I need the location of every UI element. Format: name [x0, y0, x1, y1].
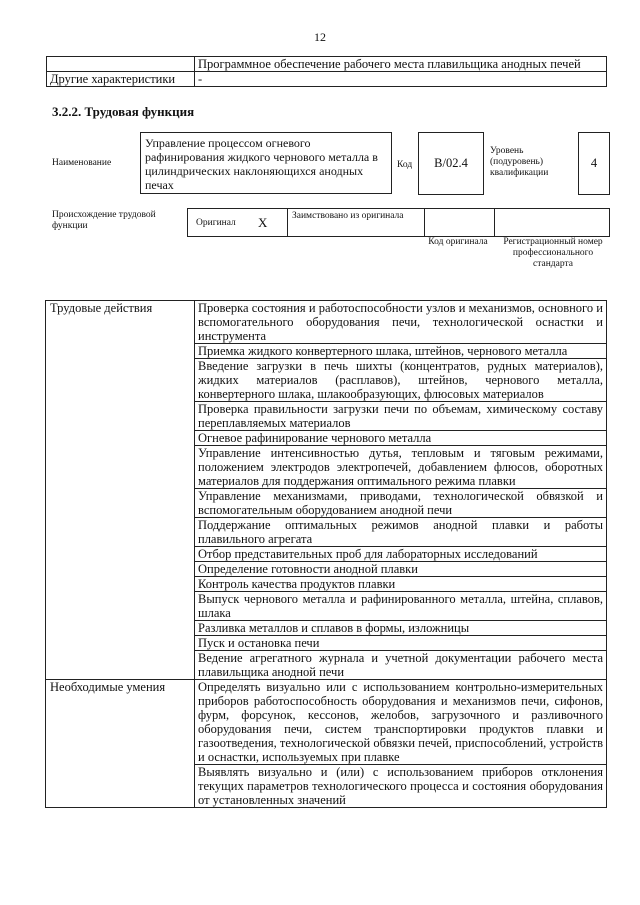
list-item: Отбор представительных проб для лабораторных исследований — [195, 547, 607, 562]
list-item: Управление интенсивностью дутья, тепловым и тяговым режимами, положением электродов электропечей, добавлением флюсов, оборотных материалов для поддержания оптимального режима плавки — [195, 446, 607, 489]
continuation-table — [46, 56, 607, 87]
other-characteristics-label: Другие характеристики — [47, 72, 195, 87]
original-mark: X — [258, 215, 268, 230]
list-item: Определять визуально или с использованием контрольно-измерительных приборов работоспособность оборудования и механизмов печи, сифонов, фурм, форсунок, кессонов, желобов, загрузочного и разливочного оборудования печи, систем транспортировки продуктов плавки и газоотведения, технологической обвязки печей, приспособлений, устройств и оснастки, используемых при плавке — [195, 680, 607, 765]
divider — [287, 209, 288, 236]
code-origin-caption: Код оригинала — [428, 237, 488, 247]
name-label: Наименование — [52, 158, 112, 168]
table-row — [46, 301, 607, 344]
list-item: Ведение агрегатного журнала и учетной документации рабочего места плавильщика анодной печи — [195, 651, 607, 680]
list-item: Выпуск чернового металла и рафинированного металла, штейна, сплавов, шлака — [195, 592, 607, 621]
empty-cell — [47, 57, 195, 72]
main-table — [45, 300, 607, 808]
table-row — [47, 57, 607, 72]
software-cell: Программное обеспечение рабочего места плавильщика анодных печей — [195, 57, 607, 72]
list-item: Определение готовности анодной плавки — [195, 562, 607, 577]
level-label: Уровень (подуровень) квалификации — [490, 146, 549, 178]
original-label: Оригинал — [196, 218, 236, 228]
table-row — [47, 72, 607, 87]
function-name-box: Управление процессом огневого рафинирования жидкого чернового металла в цилиндрических наклоняющихся анодных печах — [140, 132, 392, 194]
list-item: Приемка жидкого конвертерного шлака, штейнов, чернового металла — [195, 344, 607, 359]
other-characteristics-value: - — [195, 72, 607, 87]
origin-box — [187, 208, 610, 237]
list-item: Управление механизмами, приводами, технологической обвязкой и вспомогательным оборудованием анодной печи — [195, 489, 607, 518]
code-value-box: B/02.4 — [418, 132, 484, 195]
divider — [424, 209, 425, 236]
code-label: Код — [397, 160, 413, 170]
page-number: 12 — [314, 30, 326, 44]
list-item: Разливка металлов и сплавов в формы, изложницы — [195, 621, 607, 636]
list-item: Поддержание оптимальных режимов анодной плавки и работы плавильного агрегата — [195, 518, 607, 547]
table-row — [46, 680, 607, 765]
registration-caption: Регистрационный номер профессионального стандарта — [503, 237, 603, 269]
origin-label: Происхождение трудовой функции — [52, 210, 156, 231]
list-item: Пуск и остановка печи — [195, 636, 607, 651]
list-item: Введение загрузки в печь шихты (концентратов, рудных материалов), жидких материалов (расплавов), штейнов, чернового металла, конвертерного шлака, шлакообразующих, флюсовых материалов — [195, 359, 607, 402]
labor-actions-label: Трудовые действия — [46, 301, 195, 680]
borrowed-label: Заимствовано из оригинала — [292, 211, 404, 221]
list-item: Огневое рафинирование чернового металла — [195, 431, 607, 446]
list-item: Контроль качества продуктов плавки — [195, 577, 607, 592]
list-item: Выявлять визуально и (или) с использованием приборов отклонения текущих параметров технологического процесса и состояния оборудования от установленных значений — [195, 765, 607, 808]
skills-label: Необходимые умения — [46, 680, 195, 808]
level-value-box: 4 — [578, 132, 610, 195]
divider — [494, 209, 495, 236]
list-item: Проверка правильности загрузки печи по объемам, химическому составу переплавляемых материалов — [195, 402, 607, 431]
list-item: Проверка состояния и работоспособности узлов и механизмов, основного и вспомогательного оборудования печи, технологической оснастки и инструмента — [195, 301, 607, 344]
section-title: 3.2.2. Трудовая функция — [52, 104, 195, 119]
